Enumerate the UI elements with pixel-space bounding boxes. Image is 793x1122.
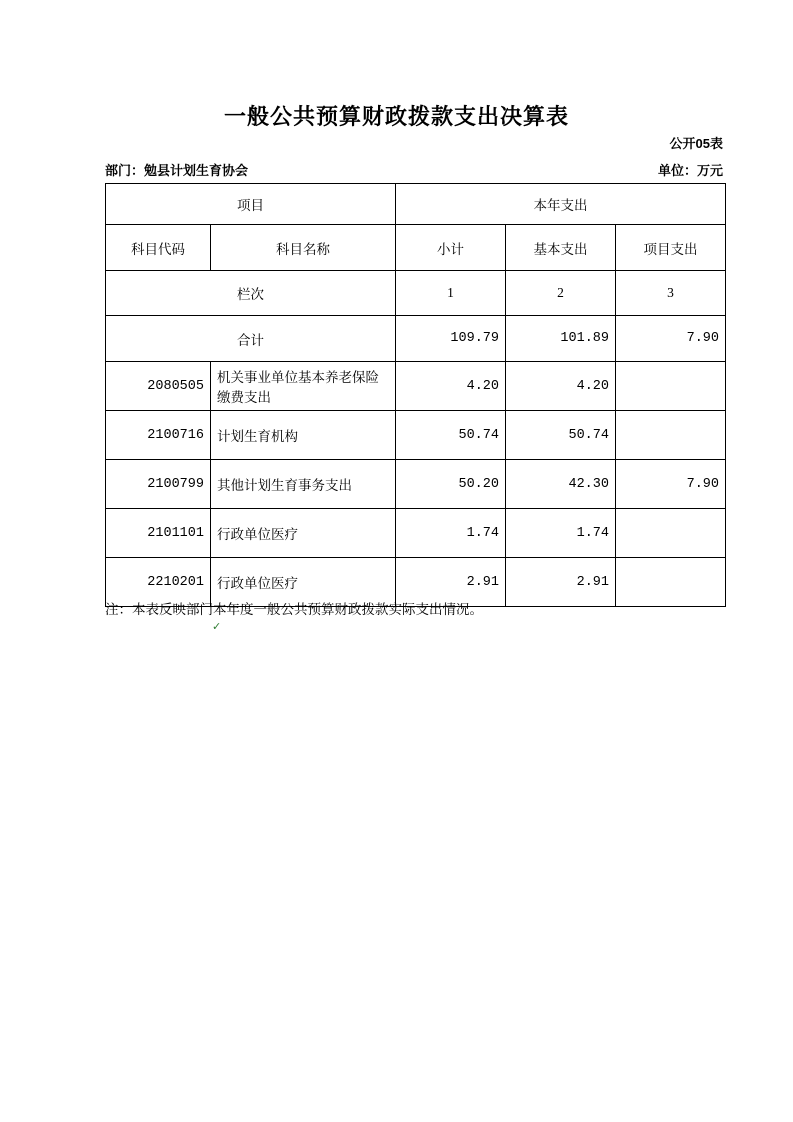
row-code: 2100799 — [106, 460, 211, 509]
budget-expenditure-table — [105, 183, 726, 607]
row-subtotal: 50.20 — [396, 460, 506, 509]
unit-label: 单位：万元 — [657, 163, 723, 178]
page-title: 一般公共预算财政拨款支出决算表 — [223, 104, 569, 129]
group-header-item: 项目 — [106, 184, 396, 225]
department-label: 部门：勉县计划生育协会 — [105, 163, 249, 178]
row-subtotal: 4.20 — [396, 362, 506, 411]
table-column-index-row — [106, 271, 726, 316]
row-code: 2100716 — [106, 411, 211, 460]
row-code: 2080505 — [106, 362, 211, 411]
row-project — [616, 411, 726, 460]
table-group-header-row — [106, 184, 726, 225]
row-project: 7.90 — [616, 460, 726, 509]
row-name: 计划生育机构 — [211, 411, 396, 460]
row-basic: 4.20 — [506, 362, 616, 411]
row-code: 2101101 — [106, 509, 211, 558]
row-project — [616, 362, 726, 411]
total-label: 合计 — [106, 316, 396, 362]
group-header-current-year: 本年支出 — [396, 184, 726, 225]
total-project: 7.90 — [616, 316, 726, 362]
column-header-project: 项目支出 — [616, 225, 726, 271]
check-mark-icon: ✓ — [212, 621, 222, 633]
column-header-basic: 基本支出 — [506, 225, 616, 271]
table-row — [106, 362, 726, 411]
total-basic: 101.89 — [506, 316, 616, 362]
table-row — [106, 460, 726, 509]
column-index-1: 1 — [396, 271, 506, 316]
row-code: 2210201 — [106, 558, 211, 607]
row-basic: 42.30 — [506, 460, 616, 509]
column-header-subtotal: 小计 — [396, 225, 506, 271]
row-basic: 2.91 — [506, 558, 616, 607]
column-index-2: 2 — [506, 271, 616, 316]
column-index-label: 栏次 — [106, 271, 396, 316]
row-basic: 50.74 — [506, 411, 616, 460]
table-row — [106, 509, 726, 558]
row-basic: 1.74 — [506, 509, 616, 558]
table-total-row — [106, 316, 726, 362]
table-row — [106, 411, 726, 460]
row-name: 其他计划生育事务支出 — [211, 460, 396, 509]
table-note: 注：本表反映部门本年度一般公共预算财政拨款实际支出情况。 — [105, 602, 483, 617]
form-code-label: 公开05表 — [669, 136, 723, 151]
row-subtotal: 1.74 — [396, 509, 506, 558]
column-index-3: 3 — [616, 271, 726, 316]
row-project — [616, 509, 726, 558]
row-name: 机关事业单位基本养老保险缴费支出 — [211, 362, 396, 411]
row-project — [616, 558, 726, 607]
table-column-header-row — [106, 225, 726, 271]
total-subtotal: 109.79 — [396, 316, 506, 362]
row-subtotal: 50.74 — [396, 411, 506, 460]
row-name: 行政单位医疗 — [211, 509, 396, 558]
row-name: 行政单位医疗 — [211, 558, 396, 607]
column-header-name: 科目名称 — [211, 225, 396, 271]
column-header-code: 科目代码 — [106, 225, 211, 271]
row-subtotal: 2.91 — [396, 558, 506, 607]
